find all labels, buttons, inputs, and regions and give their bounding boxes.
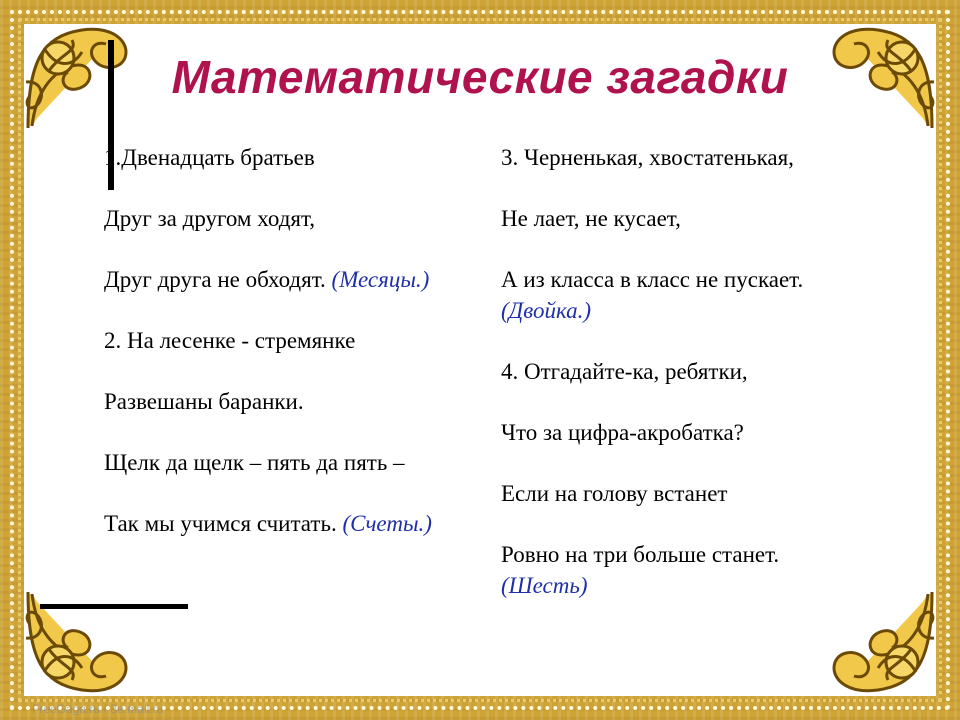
riddle-2-line-2: Развешаны баранки. xyxy=(104,389,304,414)
riddle-4-line-2: Что за цифра-акробатка? xyxy=(501,420,744,445)
riddle-3-line-3: А из класса в класс не пускает. xyxy=(501,267,804,292)
celtic-knot-corner-icon xyxy=(22,586,134,698)
riddle-3-answer: (Двойка.) xyxy=(501,298,592,323)
riddle-1-line-3-with-answer xyxy=(104,264,434,295)
celtic-knot-corner-icon xyxy=(22,22,134,134)
celtic-knot-corner-icon xyxy=(826,586,938,698)
celtic-knot-corner-icon xyxy=(826,22,938,134)
riddle-1-answer: (Месяцы.) xyxy=(331,267,430,292)
left-riddle-column xyxy=(104,142,434,569)
riddle-3-line-2: Не лает, не кусает, xyxy=(501,206,681,231)
riddle-4-answer: (Шесть) xyxy=(501,573,588,598)
right-riddle-column xyxy=(501,142,841,631)
riddle-3-line-1: 3. Черненькая, хвостатенькая, xyxy=(501,145,794,170)
riddle-2-line-4: Так мы учимся считать. xyxy=(104,511,337,536)
riddle-2-line-1: 2. На лесенке - стремянке xyxy=(104,328,356,353)
riddle-4-line-1: 4. Отгадайте-ка, ребятки, xyxy=(501,359,748,384)
page-title: Математические загадки xyxy=(171,51,789,103)
riddle-4-line-4-with-answer xyxy=(501,539,841,601)
horizontal-accent-bar xyxy=(40,604,188,609)
riddle-3-line-3-with-answer xyxy=(501,264,841,326)
riddle-2-line-3: Щелк да щелк – пять да пять – xyxy=(104,450,405,475)
riddle-1-line-1: 1.Двенадцать братьев xyxy=(104,145,315,170)
riddle-1-line-2: Друг за другом ходят, xyxy=(104,206,316,231)
riddle-1-line-3: Друг друга не обходят. xyxy=(104,267,326,292)
watermark-text: FreeGaga.ru / Зе.mail.ru xyxy=(32,702,164,716)
riddle-4-line-4: Ровно на три больше станет. xyxy=(501,542,780,567)
riddle-2-line-4-with-answer xyxy=(104,508,434,539)
riddle-4-line-3: Если на голову встанет xyxy=(501,481,728,506)
riddle-2-answer: (Счеты.) xyxy=(342,511,432,536)
